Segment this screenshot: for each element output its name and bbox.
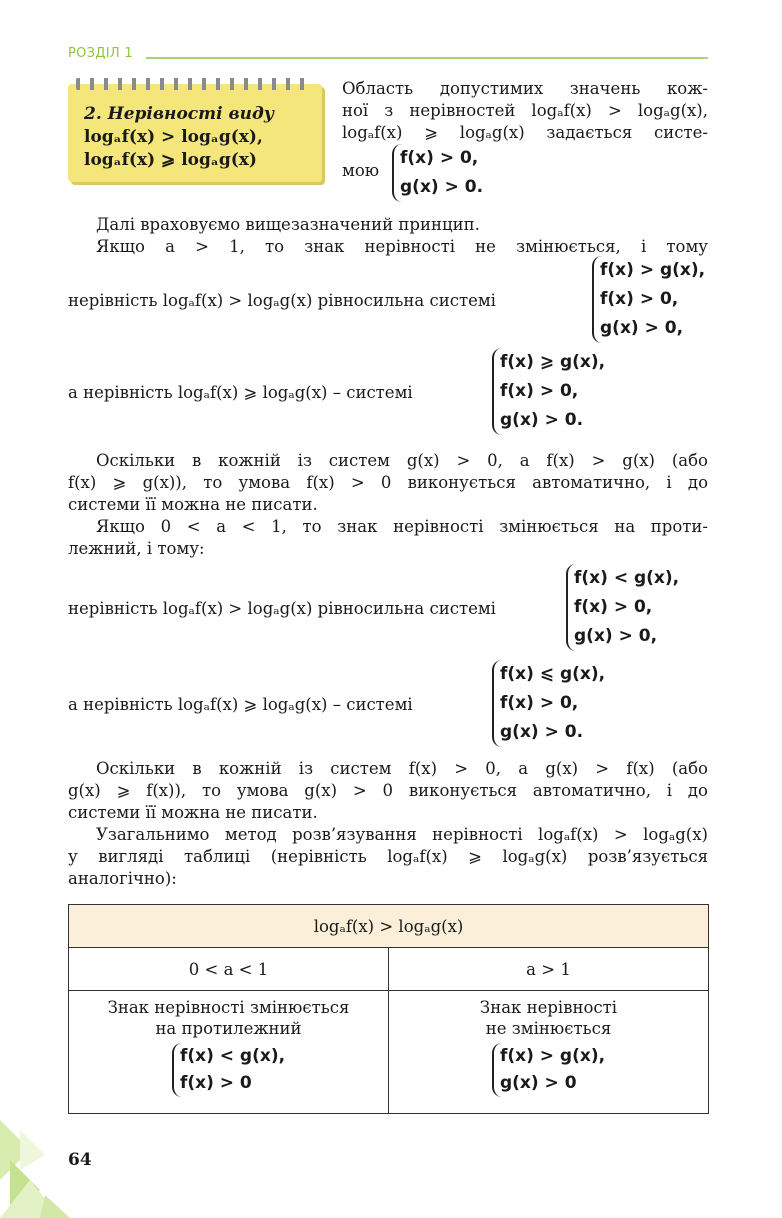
section-label: РОЗДІЛ 1	[68, 46, 133, 61]
note-card	[68, 84, 322, 182]
system-line: f(x) > 0	[179, 1073, 252, 1093]
p3-line-2: g(x) ⩾ f(x)), то умова g(x) > 0 виконується автоматично, і до	[68, 781, 708, 800]
intro-system	[392, 144, 483, 202]
case2-nonstrict-system	[492, 660, 605, 747]
intro-line-2: ної з нерівностей logₐf(x) > logₐg(x),	[342, 101, 708, 120]
page-number: 64	[68, 1150, 92, 1170]
system-line: f(x) > g(x),	[499, 1046, 606, 1066]
intro-line-3: logₐf(x) ⩾ logₐg(x) задається систе-	[342, 123, 708, 142]
table-col1-system	[172, 1043, 285, 1097]
p2-line-2: f(x) ⩾ g(x)), то умова f(x) > 0 виконується автоматично, і до	[68, 473, 708, 492]
table-row	[69, 991, 709, 1114]
table-col2-system	[492, 1043, 605, 1097]
table-row	[69, 948, 709, 991]
p1-line-2: Якщо a > 1, то знак нерівності не змінюється, і тому	[96, 237, 708, 256]
case1-nonstrict-text: а нерівність logₐf(x) ⩾ logₐg(x) – системі	[68, 383, 413, 402]
case1-nonstrict-system	[492, 348, 605, 435]
summary-table	[68, 904, 709, 1114]
case1-strict-text: нерівність logₐf(x) > logₐg(x) рівносильна системі	[68, 291, 496, 310]
system-line: f(x) > 0,	[500, 693, 579, 713]
system-line: g(x) > 0.	[400, 177, 484, 197]
note-formula-2: logₐf(x) ⩾ logₐg(x)	[84, 150, 257, 170]
case1-strict-system	[592, 256, 705, 343]
table-col1-text-2: на протилежний	[155, 1019, 302, 1038]
system-line: f(x) > 0,	[600, 289, 679, 309]
p2-line-1: Оскільки в кожній із систем g(x) > 0, а f(x) > g(x) (або	[96, 451, 708, 470]
system-line: f(x) > 0,	[400, 148, 479, 168]
intro-line-4: мою	[342, 161, 380, 180]
p2-line-4: Якщо 0 < a < 1, то знак нерівності змінюється на проти-	[96, 517, 708, 536]
table-col1-head: 0 < a < 1	[69, 948, 389, 991]
note-spiral	[76, 78, 314, 90]
case2-strict-system	[566, 564, 679, 651]
case2-strict-text: нерівність logₐf(x) > logₐg(x) рівносильна системі	[68, 599, 496, 618]
p3-line-5: у вигляді таблиці (нерівність logₐf(x) ⩾ logₐg(x) розв’язується	[68, 847, 708, 866]
table-col2-body	[389, 991, 709, 1114]
system-line: g(x) > 0	[499, 1073, 577, 1093]
system-line: f(x) > g(x),	[600, 260, 706, 280]
p3-line-3: системи її можна не писати.	[68, 803, 318, 822]
table-col2-head: a > 1	[389, 948, 709, 991]
system-line: g(x) > 0.	[500, 722, 584, 742]
note-formula-1: logₐf(x) > logₐg(x),	[84, 127, 263, 147]
system-line: g(x) > 0.	[500, 410, 584, 430]
table-col1-body	[69, 991, 389, 1114]
system-line: f(x) < g(x),	[574, 568, 680, 588]
header-rule	[146, 57, 708, 59]
p1-line-1: Далі враховуємо вищезазначений принцип.	[96, 215, 480, 234]
system-line: f(x) ⩾ g(x),	[500, 352, 606, 372]
table-header-cell: logₐf(x) > logₐg(x)	[69, 905, 709, 948]
system-line: g(x) > 0,	[600, 318, 684, 338]
system-line: f(x) > 0,	[500, 381, 579, 401]
p3-line-6: аналогічно):	[68, 869, 177, 888]
p2-line-5: лежний, і тому:	[68, 539, 205, 558]
note-title: 2. Нерівності виду	[84, 104, 275, 124]
system-line: f(x) > 0,	[574, 597, 653, 617]
table-col1-text-1: Знак нерівності змінюється	[107, 998, 350, 1017]
system-line: g(x) > 0,	[574, 626, 658, 646]
p2-line-3: системи її можна не писати.	[68, 495, 318, 514]
table-col2-text-1: Знак нерівності	[479, 998, 618, 1017]
table-col2-text-2: не змінюється	[485, 1019, 612, 1038]
intro-line-1: Область допустимих значень кож-	[342, 79, 708, 98]
table-row	[69, 905, 709, 948]
p3-line-4: Узагальнимо метод розв’язування нерівності logₐf(x) > logₐg(x)	[96, 825, 708, 844]
system-line: f(x) ⩽ g(x),	[500, 664, 606, 684]
system-line: f(x) < g(x),	[179, 1046, 286, 1066]
case2-nonstrict-text: а нерівність logₐf(x) ⩾ logₐg(x) – системі	[68, 695, 413, 714]
p3-line-1: Оскільки в кожній із систем f(x) > 0, а g(x) > f(x) (або	[96, 759, 708, 778]
